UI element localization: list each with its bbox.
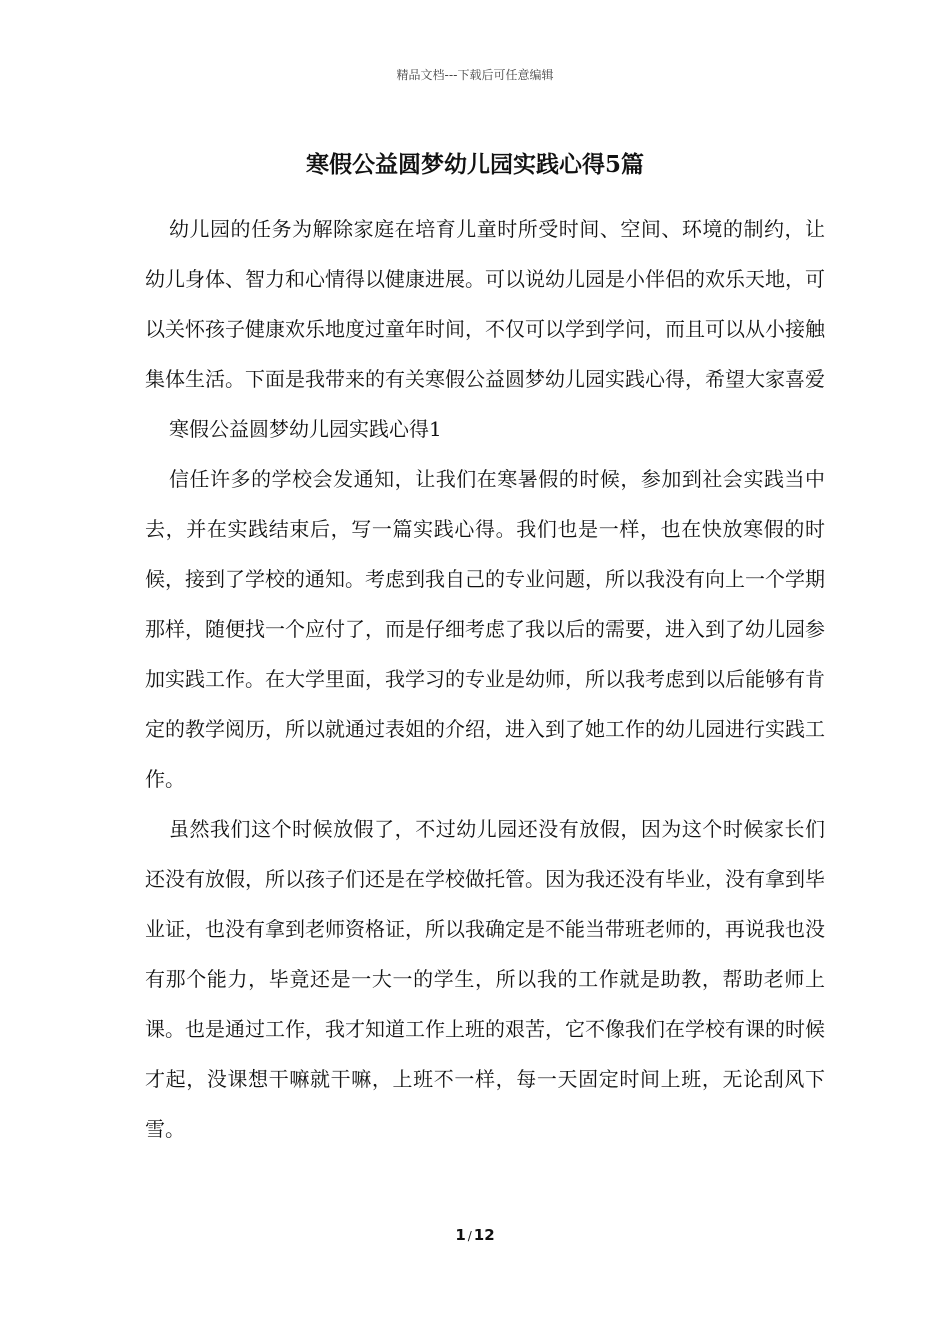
intro-paragraph: 幼儿园的任务为解除家庭在培育儿童时所受时间、空间、环境的制约，让幼儿身体、智力和心情得以健康进展。可以说幼儿园是小伴侣的欢乐天地，可以关怀孩子健康欢乐地度过童年时间，不仅可以学到学问，而且可以从小接触集体生活。下面是我带来的有关寒假公益圆梦幼儿园实践心得，希望大家喜爱 bbox=[145, 217, 825, 391]
total-pages-number: 12 bbox=[473, 1226, 495, 1244]
document-body bbox=[145, 204, 825, 1154]
document-title: 寒假公益圆梦幼儿园实践心得5篇 bbox=[305, 151, 644, 178]
body-paragraph: 信任许多的学校会发通知，让我们在寒暑假的时候，参加到社会实践当中去，并在实践结束后，写一篇实践心得。我们也是一样，也在快放寒假的时候，接到了学校的通知。考虑到我自己的专业问题，所以我没有向上一个学期那样，随便找一个应付了，而是仔细考虑了我以后的需要，进入到了幼儿园参加实践工作。在大学里面，我学习的专业是幼师，所以我考虑到以后能够有肯定的教学阅历，所以就通过表姐的介绍，进入到了她工作的幼儿园进行实践工作。 bbox=[145, 467, 825, 791]
page-separator: / bbox=[467, 1229, 472, 1243]
section-heading: 寒假公益圆梦幼儿园实践心得1 bbox=[169, 417, 442, 441]
current-page-number: 1 bbox=[455, 1226, 466, 1244]
page-indicator bbox=[0, 1226, 950, 1244]
header-note: 精品文档---下载后可任意编辑 bbox=[396, 68, 554, 82]
body-paragraph: 虽然我们这个时候放假了，不过幼儿园还没有放假，因为这个时候家长们还没有放假，所以孩子们还是在学校做托管。因为我还没有毕业，没有拿到毕业证，也没有拿到老师资格证，所以我确定是不能当带班老师的，再说我也没有那个能力，毕竟还是一大一的学生，所以我的工作就是助教，帮助老师上课。也是通过工作，我才知道工作上班的艰苦，它不像我们在学校有课的时候才起，没课想干嘛就干嘛，上班不一样，每一天固定时间上班，无论刮风下雪。 bbox=[145, 817, 825, 1141]
